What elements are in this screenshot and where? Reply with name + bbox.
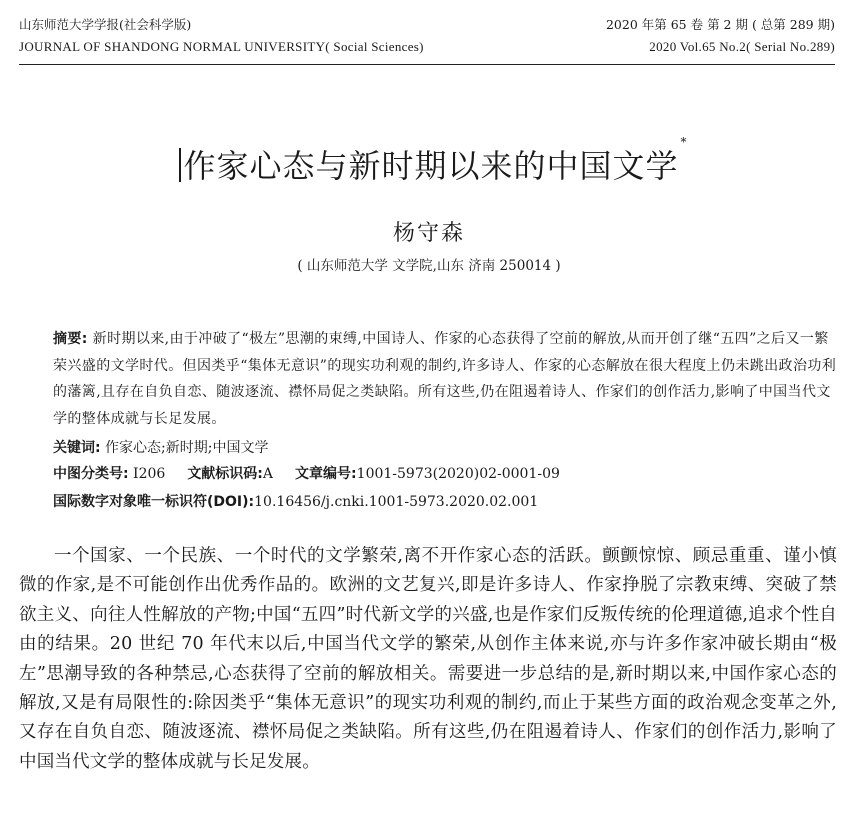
issue-info-en: 2020 Vol.65 No.2( Serial No.289) [649, 39, 835, 54]
article-no-label: 文章编号: [295, 466, 357, 482]
article-title: 作家心态与新时期以来的中国文学 [183, 147, 679, 185]
doi-value: 10.16456/j.cnki.1001-5973.2020.02.001 [254, 494, 539, 510]
text-cursor-mark [179, 148, 181, 182]
title-block [0, 135, 858, 187]
article-title-container [179, 135, 688, 187]
body-paragraph: 一个国家、一个民族、一个时代的文学繁荣,离不开作家心态的活跃。颤颤惊惊、顾忌重重、谨小慎微的作家,是不可能创作出优秀作品的。欧洲的文艺复兴,即是许多诗人、作家挣脱了宗教束缚、突破了禁欲主义、向往人性解放的产物;中国“五四”时代新文学的兴盛,也是作家们反叛传统的伦理道德,追求个性自由的结果。20 世纪 70 年代末以后,中国当代文学的繁荣,从创作主体来说,亦与许多作家冲破长期由“极左”思潮导致的各种禁忌,心态获得了空前的解放相关。需要进一步总结的是,新时期以来,中国作家心态的解放,又是有局限性的:除因类乎“集体无意识”的现实功利观的制约,而止于某些方面的政治观念变革之外,又存在自负自恋、随波逐流、襟怀局促之类缺陷。所有这些,仍在阻遏着诗人、作家们的创作活力,影响了中国当代文学的整体成就与长足发展。 [19, 546, 837, 772]
keywords-line [53, 435, 269, 461]
body-section [19, 542, 837, 777]
clc-value: I206 [128, 466, 166, 482]
doi-label: 国际数字对象唯一标识符(DOI): [53, 494, 255, 510]
abstract-label: 摘要: [53, 331, 88, 347]
abstract-paragraph [19, 326, 837, 432]
clc-label: 中图分类号: [53, 466, 129, 482]
issue-info-cn: 2020 年第 65 卷 第 2 期 ( 总第 289 期) [605, 17, 835, 32]
doi-line [53, 489, 538, 515]
keywords-label: 关键词: [53, 440, 101, 456]
title-footnote-marker: * [680, 135, 688, 149]
doc-code-label: 文献标识码: [187, 466, 263, 482]
article-no-value: 1001-5973(2020)02-0001-09 [356, 466, 560, 482]
header-row-chinese [19, 14, 835, 36]
classification-line [53, 461, 560, 487]
abstract-text: 新时期以来,由于冲破了“极左”思潮的束缚,中国诗人、作家的心态获得了空前的解放,从而开创了继“五四”之后又一繁荣兴盛的文学时代。但因类乎“集体无意识”的现实功利观的制约,许多诗人、作家的心态解放在很大程度上仍未跳出政治功利的藩篱,且存在自负自恋、随波逐流、襟怀局促之类缺陷。所有这些,仍在阻遏着诗人、作家们的创作活力,影响了中国当代文学的整体成就与长足发展。 [53, 331, 837, 427]
author-name: 杨守森 [392, 221, 465, 246]
abstract-section [19, 326, 837, 432]
journal-header [19, 14, 835, 58]
keywords-text: 作家心态;新时期;中国文学 [100, 440, 269, 456]
header-row-english [19, 36, 835, 58]
journal-name-en: JOURNAL OF SHANDONG NORMAL UNIVERSITY( Social Sciences) [19, 39, 424, 54]
journal-name-cn: 山东师范大学学报(社会科学版) [19, 17, 192, 32]
header-rule [19, 64, 835, 65]
author-affiliation: ( 山东师范大学 文学院,山东 济南 250014 ) [297, 258, 561, 274]
doc-code-value: A [262, 466, 274, 482]
